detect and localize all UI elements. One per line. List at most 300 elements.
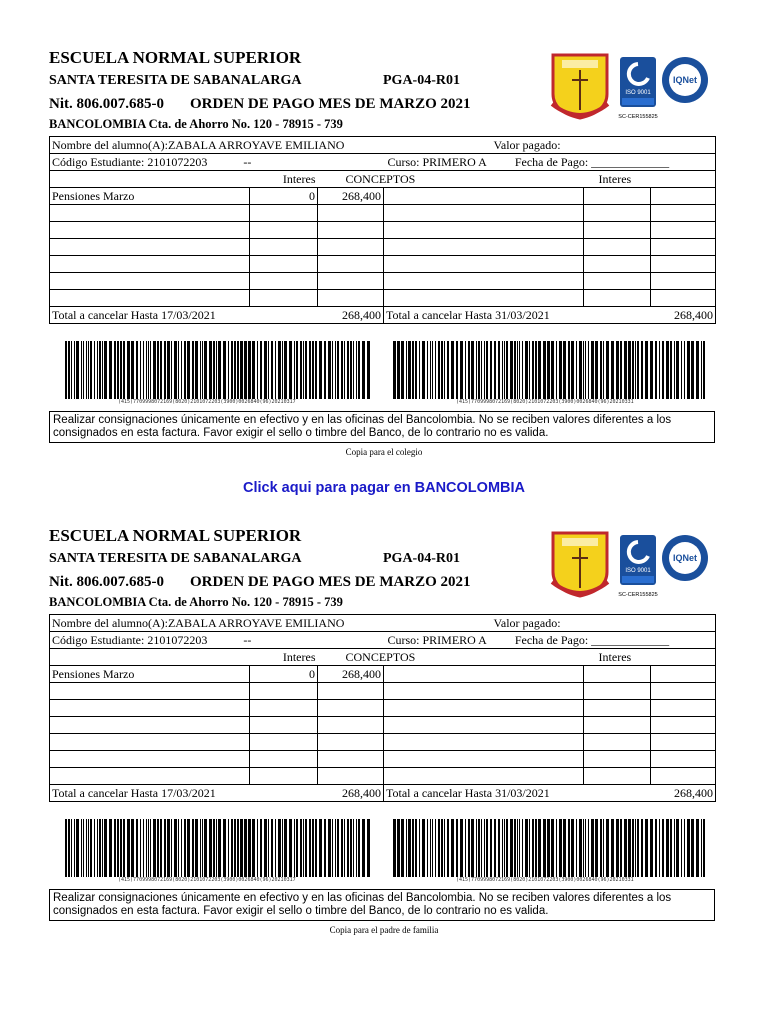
certification-logos (550, 530, 710, 600)
barcode-bar (332, 341, 333, 399)
barcode-bar (65, 341, 67, 399)
barcode-bar (282, 341, 283, 399)
barcode-bar (438, 819, 440, 877)
barcode-bar (71, 341, 72, 399)
col-interes: Interes (250, 171, 318, 188)
school-subtitle: SANTA TERESITA DE SABANALARGA (49, 551, 302, 566)
barcode-bar (356, 819, 357, 877)
barcode-bar (202, 341, 203, 399)
barcode-bar (456, 341, 458, 399)
barcode-bar (662, 341, 664, 399)
barcode-bar (444, 819, 445, 877)
barcode-bar (435, 819, 436, 877)
barcode-bar (408, 341, 411, 399)
barcode-bar (312, 341, 314, 399)
barcode-bar (109, 819, 112, 877)
barcode-bar (150, 819, 151, 877)
barcode-bar (583, 819, 584, 877)
barcode-bar (529, 819, 530, 877)
nit: Nit. 806.007.685-0 (49, 96, 164, 112)
barcode-bar (315, 819, 317, 877)
barcode-bar (143, 341, 144, 399)
barcode-bar (136, 819, 138, 877)
copy-label-school: Copia para el colegio (345, 447, 423, 457)
barcode-bar (284, 819, 287, 877)
barcode-bar (611, 819, 614, 877)
barcode-bar (691, 819, 694, 877)
svg-text:ISO 9001: ISO 9001 (625, 90, 651, 96)
barcode-bar (659, 819, 660, 877)
barcode-bar (157, 819, 159, 877)
barcode-bar (81, 341, 82, 399)
barcode-bar (510, 819, 513, 877)
barcode-bar (278, 341, 281, 399)
barcode-bar (218, 341, 221, 399)
barcode-bar (90, 819, 92, 877)
barcode-bar (447, 341, 449, 399)
school-name: ESCUELA NORMAL SUPERIOR (49, 48, 302, 67)
barcode-bar (684, 819, 685, 877)
barcode-bar (296, 341, 298, 399)
barcode-bar (81, 819, 82, 877)
col-conceptos: CONCEPTOS (318, 649, 584, 666)
barcode-bar (588, 819, 589, 877)
barcode-bar (362, 341, 365, 399)
concept-cell: Pensiones Marzo (50, 666, 250, 683)
barcode-bar (278, 819, 281, 877)
barcode-bar (650, 341, 653, 399)
total-value-1: 268,400 (318, 785, 384, 802)
barcode-bar (114, 819, 116, 877)
school-subtitle: SANTA TERESITA DE SABANALARGA (49, 73, 302, 88)
barcode-bar (300, 819, 302, 877)
barcode-bar (83, 341, 84, 399)
barcode-bar (506, 341, 508, 399)
barcode-bar (289, 341, 292, 399)
certification-logos (550, 52, 710, 122)
barcode-bar (441, 819, 443, 877)
barcode-bar (181, 819, 182, 877)
student-code: Código Estudiante: 2101072203 (52, 154, 208, 169)
barcode-bar (237, 819, 239, 877)
barcode-bar (620, 819, 622, 877)
barcode-bar (86, 819, 87, 877)
barcode-bar (167, 341, 170, 399)
iso-9001-icon (620, 535, 656, 585)
barcode-bar (628, 819, 631, 877)
barcode-bar (131, 819, 134, 877)
barcode-bar (547, 819, 550, 877)
barcode-bar (146, 819, 147, 877)
barcode-bar (422, 819, 425, 877)
barcode-bar (397, 819, 400, 877)
barcode-bar (606, 819, 609, 877)
barcode-bar (525, 819, 528, 877)
order-title: ORDEN DE PAGO MES DE MARZO 2021 (190, 574, 471, 590)
barcode-bar (120, 819, 122, 877)
barcode-bar (502, 819, 503, 877)
barcode-bar (397, 341, 400, 399)
barcode-bar (102, 819, 103, 877)
barcode-bar (543, 341, 546, 399)
barcode-bar (228, 819, 229, 877)
barcode-bar (471, 819, 474, 877)
barcode-bar (328, 819, 331, 877)
barcode-bar (624, 341, 627, 399)
barcode-bar (595, 341, 598, 399)
barcode-bar (676, 341, 679, 399)
barcode-bar (68, 341, 70, 399)
barcode-bar (257, 341, 258, 399)
barcode-bar (319, 819, 322, 877)
barcode-bar (104, 341, 107, 399)
barcode-bar (164, 819, 166, 877)
barcode-bar (178, 819, 179, 877)
barcode-2 (393, 340, 708, 400)
barcode-bar (104, 819, 107, 877)
barcode-bar (123, 341, 125, 399)
barcode-bar (160, 341, 162, 399)
col-interes: Interes (250, 649, 318, 666)
table-row (50, 188, 716, 205)
barcode-bar (401, 341, 404, 399)
barcode-bar (588, 341, 589, 399)
barcode-bar (632, 819, 634, 877)
barcode-bar (109, 341, 112, 399)
barcode-bar (117, 341, 119, 399)
barcode-bar (88, 341, 89, 399)
barcode-bar (367, 819, 370, 877)
barcode-bar (460, 819, 463, 877)
barcode-bar (591, 819, 594, 877)
barcode-bar (309, 819, 311, 877)
barcode-bar (674, 819, 675, 877)
barcode-bar (271, 341, 273, 399)
barcode-bar (83, 819, 84, 877)
barcode-bar (234, 341, 236, 399)
barcode-bar (427, 819, 428, 877)
barcode-bar (231, 341, 233, 399)
total-value-2: 268,400 (651, 785, 716, 802)
value-cell: 268,400 (318, 188, 384, 205)
barcode-bar (88, 819, 89, 877)
barcode-bar (94, 341, 95, 399)
barcode-bar (641, 341, 643, 399)
barcode-bar (444, 341, 445, 399)
barcode-bar (494, 341, 496, 399)
barcode-bar (517, 341, 518, 399)
barcode-bar (406, 819, 407, 877)
svg-text:IQNet: IQNet (672, 553, 698, 563)
barcode-bar (319, 341, 322, 399)
barcode-bar (490, 341, 492, 399)
barcode-bar (184, 341, 186, 399)
barcode-bar (271, 819, 273, 877)
barcode-bar (68, 819, 70, 877)
barcode-bar (543, 819, 546, 877)
document-code: PGA-04-R01 (383, 73, 460, 88)
barcode-bar (456, 819, 458, 877)
bank-account: BANCOLOMBIA Cta. de Ahorro No. 120 - 78915 - 739 (49, 117, 343, 131)
barcode-bar (676, 819, 679, 877)
order-title: ORDEN DE PAGO MES DE MARZO 2021 (190, 96, 471, 112)
barcode-bar (164, 341, 166, 399)
barcode-bar (468, 819, 470, 877)
barcode-bar (465, 341, 466, 399)
barcode-bar (97, 819, 98, 877)
course: Curso: PRIMERO A (387, 632, 487, 647)
total-label-1: Total a cancelar Hasta 17/03/2021 (50, 307, 318, 324)
barcode-bar (282, 819, 283, 877)
barcode-bar (498, 341, 500, 399)
barcode-bar (490, 819, 492, 877)
barcode-bar (556, 819, 557, 877)
barcode-bar (401, 819, 404, 877)
barcode-bar (223, 341, 226, 399)
barcode-bar (294, 819, 295, 877)
barcode-bar (481, 341, 482, 399)
barcode-bar (160, 819, 162, 877)
cert-code: SC-CER155825 (618, 114, 658, 120)
barcode-bar (312, 819, 314, 877)
barcode-bar (350, 819, 352, 877)
barcode-bar (681, 819, 682, 877)
barcode-bar (328, 341, 331, 399)
barcode-bar (583, 341, 584, 399)
barcode-bar (637, 341, 639, 399)
barcode-bar (486, 819, 488, 877)
barcode-bar (74, 341, 75, 399)
cert-code: SC-CER155825 (618, 592, 658, 598)
barcode-bar (476, 819, 477, 877)
barcode-bar (585, 341, 586, 399)
barcode-bar (216, 341, 217, 399)
barcode-bar (337, 341, 339, 399)
barcode-bar (535, 341, 537, 399)
barcode-bar (551, 819, 554, 877)
valor-pagado-label: Valor pagado: (493, 615, 561, 630)
barcode-bar (195, 819, 198, 877)
barcode-bar (347, 819, 349, 877)
pay-bancolombia-link[interactable]: Click aqui para pagar en BANCOLOMBIA (243, 480, 525, 496)
barcode-bar (344, 819, 345, 877)
barcode-bar (74, 819, 75, 877)
barcode-bar (471, 341, 474, 399)
barcode-bar (659, 341, 660, 399)
barcode-bar (451, 341, 454, 399)
barcode-bar (571, 341, 574, 399)
barcode-bar (335, 819, 336, 877)
barcode-bar (703, 819, 705, 877)
barcode-bar (228, 341, 229, 399)
barcode-bar (632, 341, 634, 399)
barcode-bar (701, 341, 702, 399)
barcode-bar (275, 819, 276, 877)
barcode-bar (94, 819, 95, 877)
school-crest-icon (552, 533, 608, 596)
barcode-bar (114, 341, 116, 399)
barcode-bar (532, 341, 534, 399)
barcode-bar (427, 341, 428, 399)
barcode-bar (441, 341, 443, 399)
barcode-bar (519, 341, 520, 399)
barcode-bar (174, 341, 177, 399)
barcode-bar (624, 819, 627, 877)
barcode-bar (65, 819, 67, 877)
barcode-bar (195, 341, 198, 399)
barcode-bar (358, 341, 360, 399)
barcode-bar (484, 341, 485, 399)
barcode-bar (635, 819, 636, 877)
barcode-bar (102, 341, 103, 399)
school-name: ESCUELA NORMAL SUPERIOR (49, 526, 302, 545)
barcode-bar (341, 341, 343, 399)
barcode-bar (231, 819, 233, 877)
barcode-bar (430, 341, 431, 399)
barcode-bar (309, 341, 311, 399)
barcode-bar (600, 341, 602, 399)
concept-cell: Pensiones Marzo (50, 188, 250, 205)
barcode-bar (563, 819, 566, 877)
barcode-bar (415, 341, 417, 399)
charges-table: Nombre del alumno(A):ZABALA ARROYAVE EMILIANO Valor pagado: Código Estudiante: 2101072203 -- Curso: PRIMERO A Fecha de Pago: _____________ Interes CONCEPTOS Interes Pensiones Marzo 0 268,400 Total a cancelar Hasta 17/03/2021 268,400 Total a cancelar Hasta 31/03/2021 268,400 (49, 614, 716, 802)
barcode-bar (99, 341, 101, 399)
barcode-bar (696, 341, 699, 399)
col-interes-2: Interes (584, 171, 716, 188)
barcode-bar (504, 341, 505, 399)
barcode-bar (358, 819, 360, 877)
barcode-bar (148, 341, 149, 399)
barcode-bar (209, 819, 212, 877)
barcode-bar (71, 819, 72, 877)
barcode-bar (595, 819, 598, 877)
barcode-bar (600, 819, 602, 877)
barcode-bar (120, 341, 122, 399)
barcode-bar (218, 819, 221, 877)
barcode-bar (171, 819, 172, 877)
barcode-bar (257, 819, 258, 877)
barcode-bar (628, 341, 631, 399)
barcode-bar (510, 341, 513, 399)
barcode-bar (535, 819, 537, 877)
barcode-bar (362, 819, 365, 877)
barcode-bar (585, 819, 586, 877)
barcode-bar (200, 819, 201, 877)
barcode-bar (451, 819, 454, 877)
barcode-bar (637, 819, 639, 877)
barcode-bar (538, 341, 541, 399)
barcode-bar (275, 341, 276, 399)
table-row (50, 666, 716, 683)
barcode-bar (344, 341, 345, 399)
barcode-bar (662, 819, 664, 877)
value-cell: 268,400 (318, 666, 384, 683)
barcode-bar (645, 819, 648, 877)
barcode-bar (324, 819, 326, 877)
barcode-bar (213, 341, 215, 399)
barcode-bar (97, 341, 98, 399)
barcode-1-text: (415)7709998072169(8020)2101072203(3900)0026840(96)20210317 (118, 877, 296, 883)
barcode-bar (140, 341, 141, 399)
barcode-bar (616, 341, 619, 399)
barcode-bar (579, 341, 582, 399)
barcode-bar (181, 341, 182, 399)
barcode-bar (131, 341, 134, 399)
barcode-bar (519, 819, 520, 877)
barcode-bar (435, 341, 436, 399)
col-conceptos: CONCEPTOS (318, 171, 584, 188)
barcode-bar (486, 341, 488, 399)
barcode-bar (332, 819, 333, 877)
barcode-bar (517, 819, 518, 877)
barcode-bar (438, 341, 440, 399)
total-label-1: Total a cancelar Hasta 17/03/2021 (50, 785, 318, 802)
barcode-bar (356, 341, 357, 399)
barcode-bar (76, 819, 79, 877)
barcode-bar (296, 819, 298, 877)
barcode-bar (415, 819, 417, 877)
interes-cell: 0 (250, 666, 318, 683)
barcode-bar (393, 819, 396, 877)
barcode-bar (136, 341, 138, 399)
barcode-bar (350, 341, 352, 399)
iso-9001-icon (620, 57, 656, 107)
barcode-bar (303, 819, 304, 877)
barcode-1 (65, 340, 370, 400)
barcode-bar (117, 819, 119, 877)
payment-date: Fecha de Pago: _____________ (514, 632, 670, 647)
barcode-bar (506, 819, 508, 877)
total-label-2: Total a cancelar Hasta 31/03/2021 (384, 785, 651, 802)
barcode-bar (223, 819, 226, 877)
iqnet-icon (662, 535, 708, 581)
barcode-bar (76, 341, 79, 399)
barcode-bar (432, 819, 433, 877)
barcode-bar (202, 819, 203, 877)
barcode-bar (268, 341, 269, 399)
barcode-bar (691, 341, 694, 399)
school-crest-icon (552, 55, 608, 118)
barcode-bar (576, 341, 577, 399)
barcode-bar (611, 341, 614, 399)
barcode-bar (547, 341, 550, 399)
barcode-bar (260, 819, 262, 877)
svg-text:ISO 9001: ISO 9001 (625, 568, 651, 574)
barcode-bar (645, 341, 648, 399)
course: Curso: PRIMERO A (387, 154, 487, 169)
barcode-bar (603, 819, 604, 877)
barcode-bar (606, 341, 609, 399)
barcode-bar (559, 819, 562, 877)
barcode-bar (681, 341, 682, 399)
barcode-bar (187, 341, 190, 399)
barcode-bar (294, 341, 295, 399)
barcode-bar (620, 341, 622, 399)
barcode-bar (305, 819, 307, 877)
barcode-2 (393, 818, 708, 878)
barcode-bar (157, 341, 159, 399)
barcode-bar (347, 341, 349, 399)
barcode-bar (430, 819, 431, 877)
barcode-bar (696, 819, 699, 877)
nit: Nit. 806.007.685-0 (49, 574, 164, 590)
barcode-bar (200, 341, 201, 399)
barcode-bar (529, 341, 530, 399)
barcode-bar (484, 819, 485, 877)
total-value-2: 268,400 (651, 307, 716, 324)
barcode-bar (90, 341, 92, 399)
barcode-bar (303, 341, 304, 399)
